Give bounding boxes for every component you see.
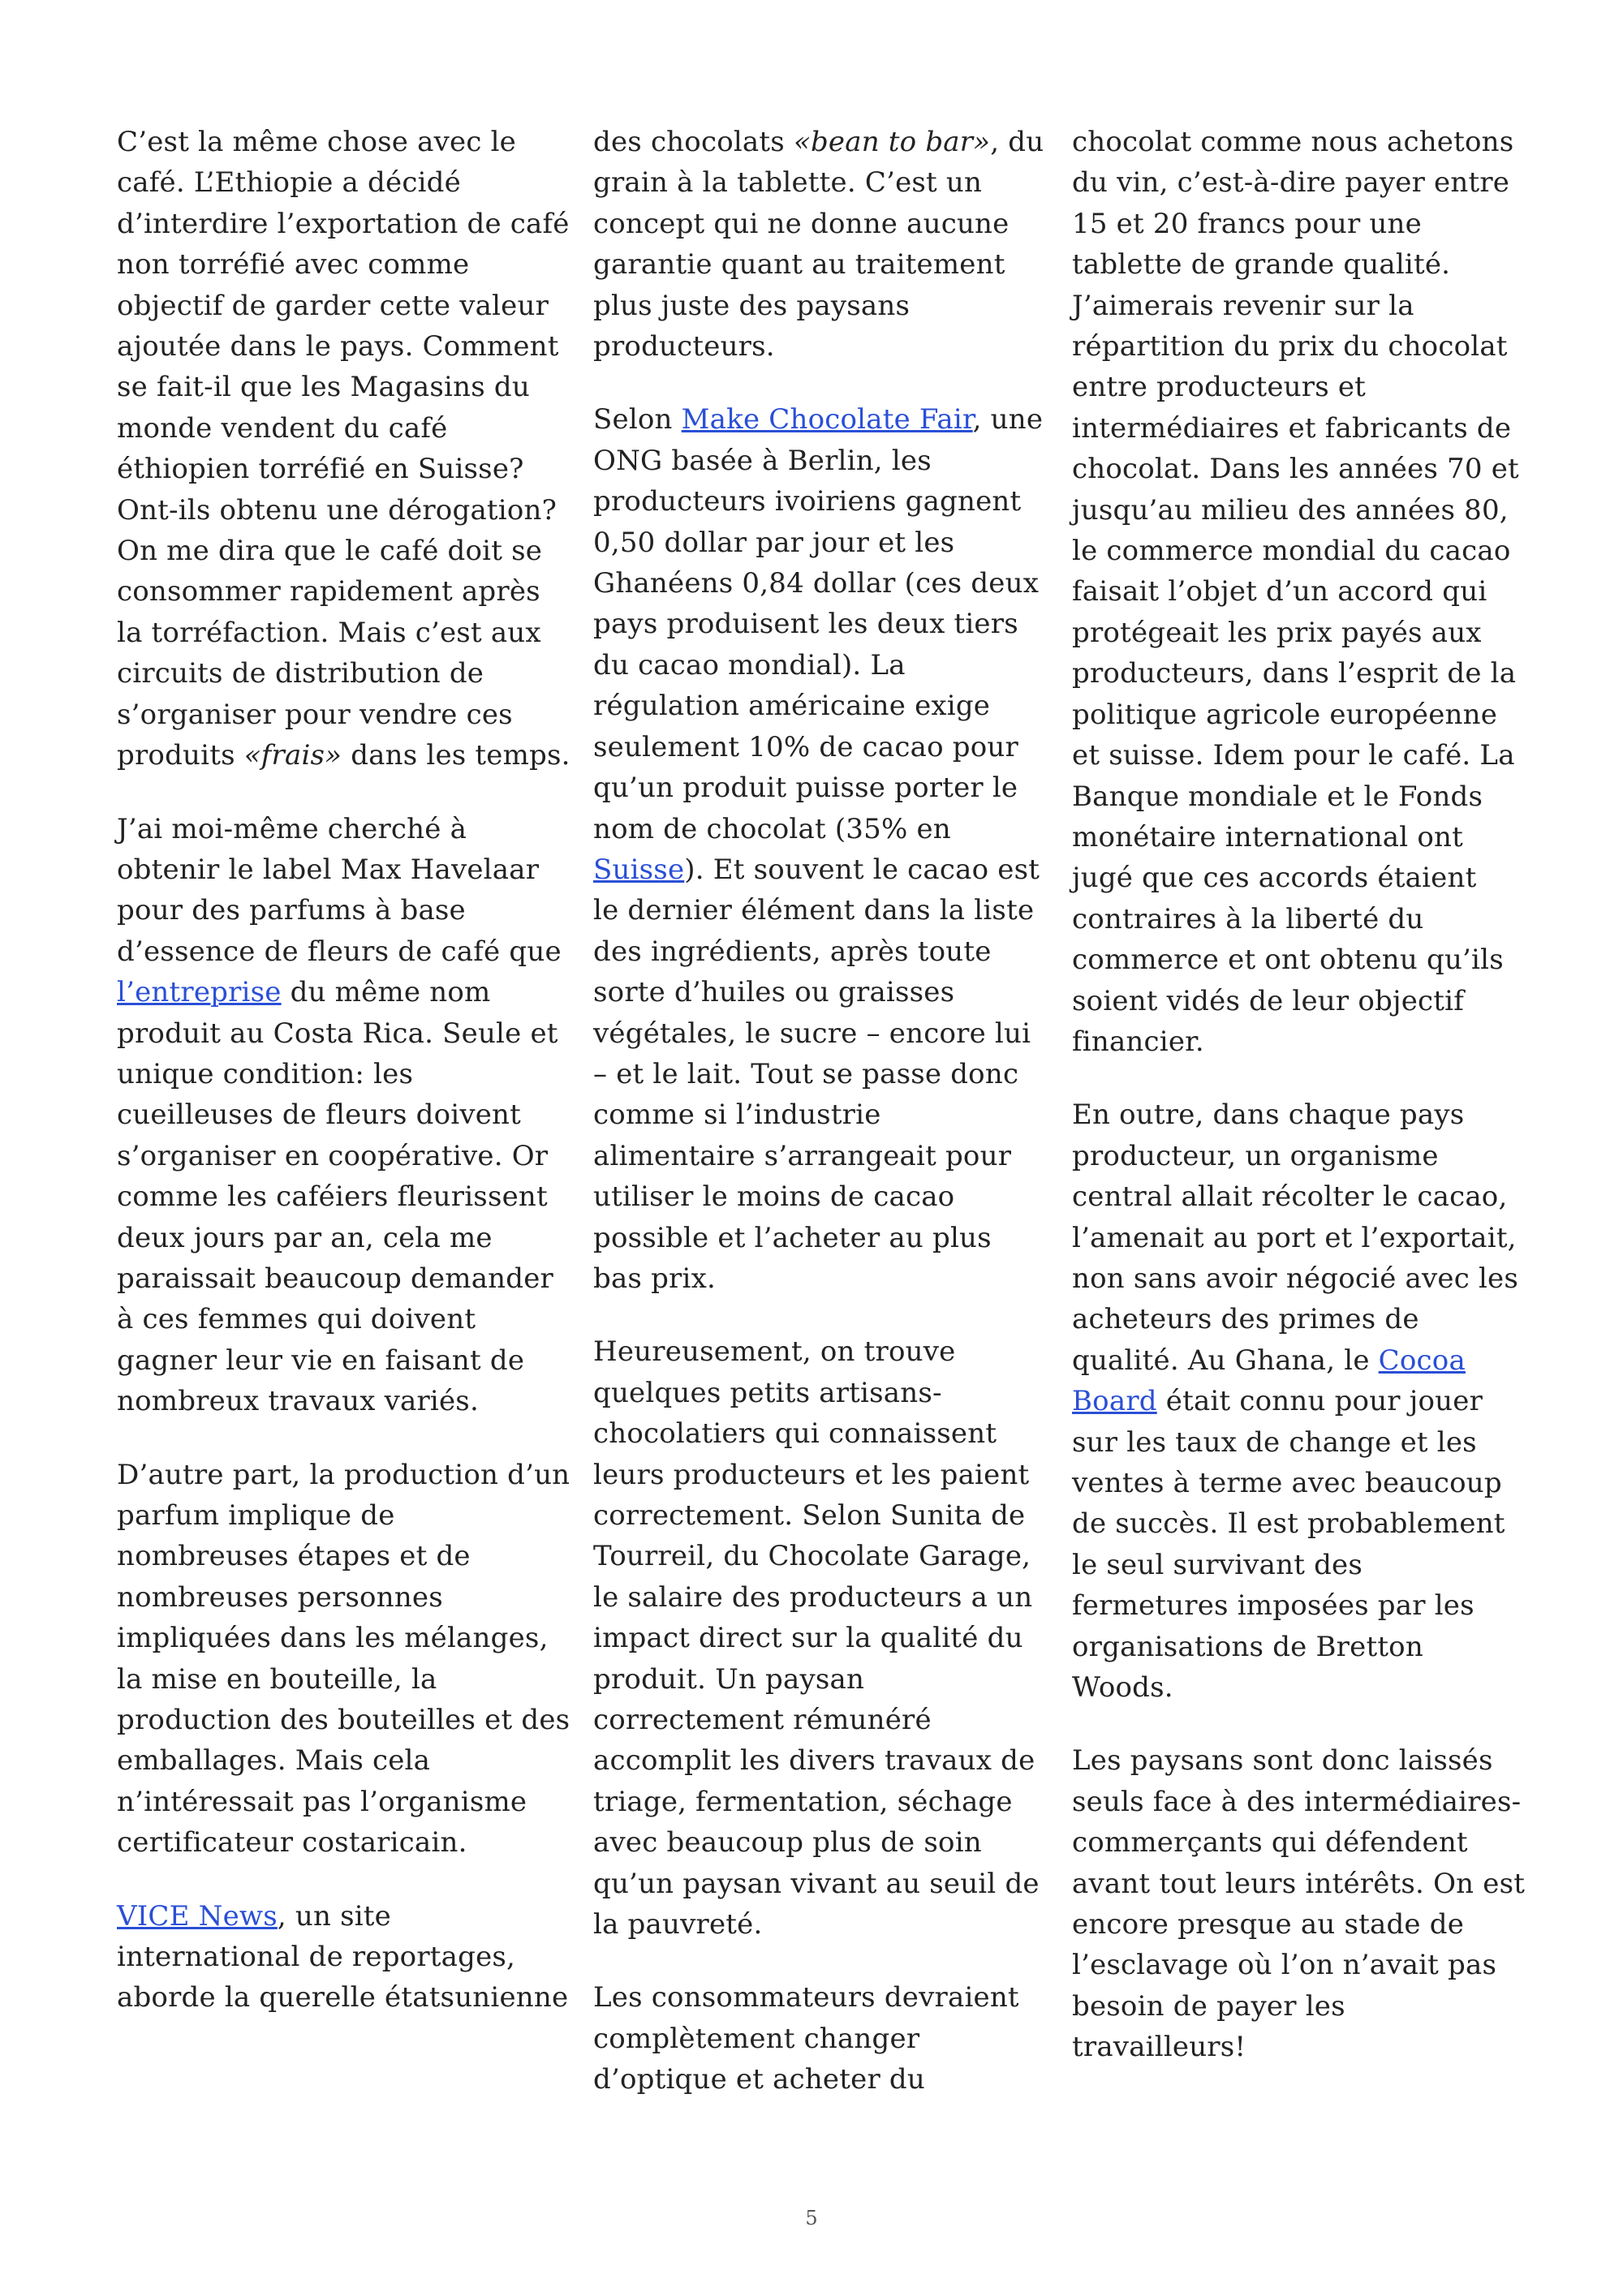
text-run: du même nom produit au Costa Rica. Seule et unique condition: les cueilleuses de fleurs doivent s’organiser en coopérative. Or comme les caféiers fleurissent deux jours par an, cela me paraissait beaucoup demander à ces femmes qui doivent gagner leur vie en faisant de nombreux travaux variés. xyxy=(117,976,558,1418)
text-run: J’ai moi-même cherché à obtenir le label Max Havelaar pour des parfums à base d’essence de fleurs de café que xyxy=(117,812,562,968)
paragraph xyxy=(1072,1094,1526,1708)
text-run: , un site international de reportages, aborde la querelle étatsunienne xyxy=(117,1899,569,2014)
page-number: 5 xyxy=(805,2207,818,2229)
hyperlink[interactable]: Suisse xyxy=(593,853,685,886)
text-run: chocolat comme nous achetons du vin, c’est-à-dire payer entre 15 et 20 francs pour une tablette de grande qualité. J’aimerais revenir sur la répartition du prix du chocolat entre producteurs et intermédiaires et fabricants de chocolat. Dans les années 70 et jusqu’au milieu des années 80, le commerce mondial du cacao faisait l’objet d’un accord qui protégeait les prix payés aux producteurs, dans l’esprit de la politique agricole européenne et suisse. Idem pour le café. La Banque mondiale et le Fonds monétaire international ont jugé que ces accords étaient contraires à la liberté du commerce et ont obtenu qu’ils soient vidés de leur objectif financier. xyxy=(1072,126,1519,1058)
text-run: des chocolats xyxy=(593,126,794,158)
text-run: Heureusement, on trouve quelques petits artisans-chocolatiers qui connaissent leurs producteurs et les paient correctement. Selon Sunita de Tourreil, du Chocolate Garage, le salaire des producteurs a un impact direct sur la qualité du produit. Un paysan correctement rémunéré accomplit les divers travaux de triage, fermentation, séchage avec beaucoup plus de soin qu’un paysan vivant au seuil de la pauvreté. xyxy=(593,1335,1040,1941)
paragraph xyxy=(593,1977,1048,2100)
hyperlink[interactable]: l’entreprise xyxy=(117,976,282,1009)
paragraph xyxy=(117,1455,571,1864)
paragraph xyxy=(593,399,1048,1299)
italic-text: «frais» xyxy=(243,739,342,772)
text-run: dans les temps. xyxy=(342,739,570,772)
paragraph xyxy=(593,122,1048,367)
paragraph xyxy=(117,1896,571,2019)
paragraph xyxy=(1072,1740,1526,2067)
italic-text: «bean to bar» xyxy=(793,126,991,158)
text-run: D’autre part, la production d’un parfum implique de nombreuses étapes et de nombreuses personnes impliquées dans les mélanges, la mise en bouteille, la production des bouteilles et des emballages. Mais cela n’intéressait pas l’organisme certificateur costaricain. xyxy=(117,1458,570,1860)
hyperlink[interactable]: Make Chocolate Fair xyxy=(681,403,973,436)
paragraph xyxy=(117,122,571,776)
paragraph xyxy=(1072,122,1526,1062)
text-run: En outre, dans chaque pays producteur, un organisme central allait récolter le cacao, l’amenait au port et l’exportait, non sans avoir négocié avec les acheteurs des primes de qualité. Au Ghana, le xyxy=(1072,1099,1519,1377)
text-run: Selon xyxy=(593,403,682,436)
text-run: , une ONG basée à Berlin, les producteurs ivoiriens gagnent 0,50 dollar par jour et les Ghanéens 0,84 dollar (ces deux pays produisent les deux tiers du cacao mondial). La régulation américaine exige seulement 10% de cacao pour qu’un produit puisse porter le nom de chocolat (35% en xyxy=(593,403,1044,845)
paragraph xyxy=(593,1331,1048,1945)
text-column-2 xyxy=(593,122,1048,2100)
text-run: C’est la même chose avec le café. L’Ethiopie a décidé d’interdire l’exportation de café non torréfié avec comme objectif de garder cette valeur ajoutée dans le pays. Comment se fait-il que les Magasins du monde vendent du café éthiopien torréfié en Suisse? Ont-ils obtenu une dérogation? On me dira que le café doit se consommer rapidement après la torréfaction. Mais c’est aux circuits de distribution de s’organiser pour vendre ces produits xyxy=(117,126,570,772)
text-run: était connu pour jouer sur les taux de change et les ventes à terme avec beaucoup de succès. Il est probablement le seul survivant des fermetures imposées par les organisations de Bretton Woods. xyxy=(1072,1385,1505,1705)
paragraph xyxy=(117,809,571,1422)
hyperlink[interactable]: Cocoa Board xyxy=(1072,1344,1466,1418)
text-run: , du grain à la tablette. C’est un concept qui ne donne aucune garantie quant au traitement plus juste des paysans producteurs. xyxy=(593,126,1044,363)
text-run: Les consommateurs devraient complètement changer d’optique et acheter du xyxy=(593,1981,1019,2096)
text-column-1 xyxy=(117,122,571,2019)
hyperlink[interactable]: VICE News xyxy=(117,1899,278,1933)
text-column-3 xyxy=(1072,122,1526,2068)
text-run: Les paysans sont donc laissés seuls face à des intermédiaires-commerçants qui défendent avant tout leurs intérêts. On est encore presque au stade de l’esclavage où l’on n’avait pas besoin de payer les travailleurs! xyxy=(1072,1744,1526,2064)
text-run: ). Et souvent le cacao est le dernier élément dans la liste des ingrédients, après toute sorte d’huiles ou graisses végétales, le sucre – encore lui – et le lait. Tout se passe donc comme si l’industrie alimentaire s’arrangeait pour utiliser le moins de cacao possible et l’acheter au plus bas prix. xyxy=(593,853,1040,1295)
